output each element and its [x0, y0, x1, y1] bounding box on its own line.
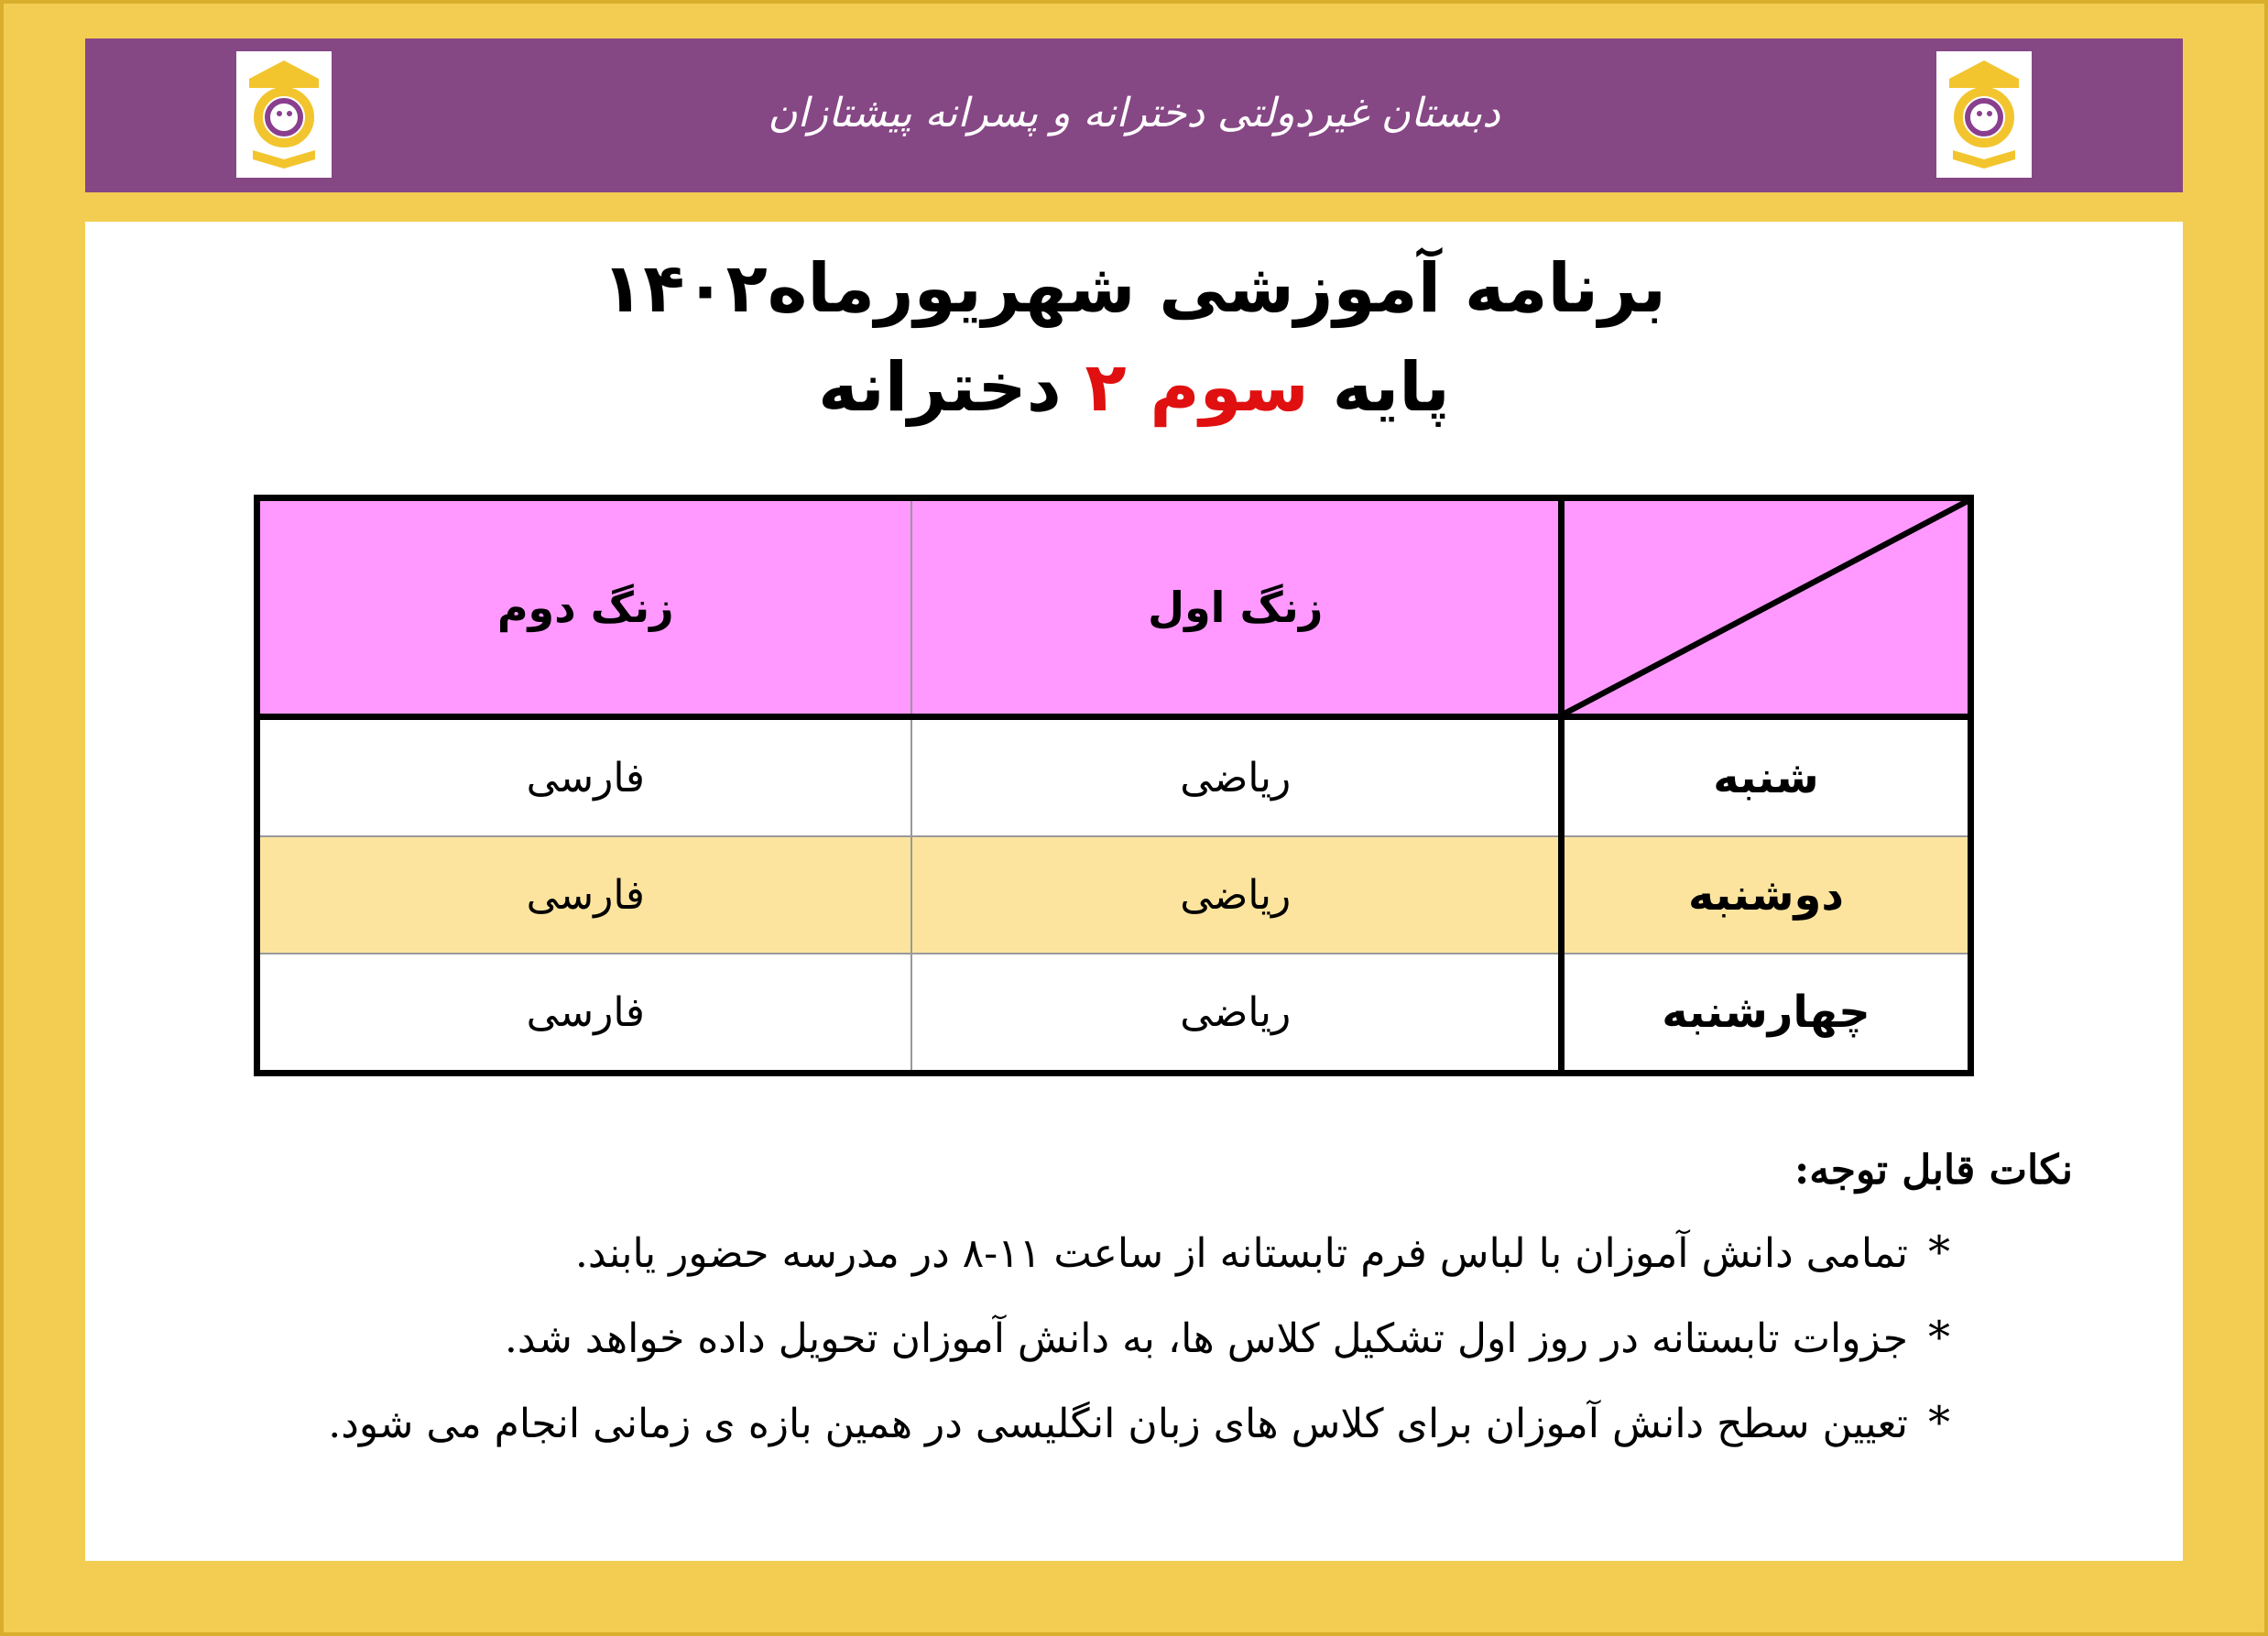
- notes-section: [328, 1147, 2073, 1486]
- schedule-table: [254, 495, 1974, 1076]
- content-panel: [85, 222, 2183, 1561]
- note-item: [328, 1312, 1950, 1363]
- table-row: [257, 717, 1971, 837]
- subtitle-prefix: پایه: [1332, 348, 1450, 427]
- subtitle-grade: سوم: [1150, 348, 1309, 427]
- header-banner: [85, 38, 2183, 192]
- star-bullet-icon: *: [1928, 1397, 1950, 1448]
- day-cell: شنبه: [1562, 717, 1971, 837]
- diagonal-line-icon: [1565, 501, 1968, 714]
- school-name: دبستان غیردولتی دخترانه و پسرانه پیشتازان: [768, 90, 1500, 136]
- star-bullet-icon: *: [1928, 1227, 1950, 1278]
- table-row: [257, 836, 1971, 954]
- table-row: [257, 954, 1971, 1074]
- day-cell: دوشنبه: [1562, 836, 1971, 954]
- note-item: [328, 1397, 1950, 1448]
- second-bell-cell: فارسی: [257, 836, 912, 954]
- first-bell-cell: ریاضی: [911, 717, 1561, 837]
- first-bell-cell: ریاضی: [911, 954, 1561, 1074]
- first-bell-cell: ریاضی: [911, 836, 1561, 954]
- subtitle-class-number: ۲: [1085, 348, 1127, 427]
- page-title: برنامه آموزشی شهریورماه۱۴۰۲: [602, 249, 1666, 328]
- star-bullet-icon: *: [1928, 1312, 1950, 1363]
- second-bell-cell: فارسی: [257, 954, 912, 1074]
- page-subtitle: [85, 348, 2183, 427]
- table-header-row: [257, 498, 1971, 717]
- second-bell-cell: فارسی: [257, 717, 912, 837]
- notes-title: نکات قابل توجه:: [1794, 1147, 2073, 1194]
- corner-cell: [1562, 498, 1971, 717]
- note-item: [328, 1227, 1950, 1278]
- note-text: تعیین سطح دانش آموزان برای کلاس های زبان انگلیسی در همین بازه ی زمانی انجام می شود.: [328, 1401, 1908, 1447]
- school-logo-right: [1936, 51, 2032, 178]
- column-header-first-bell: زنگ اول: [911, 498, 1561, 717]
- day-cell: چهارشنبه: [1562, 954, 1971, 1074]
- school-logo-icon: [1936, 51, 2032, 178]
- column-header-second-bell: زنگ دوم: [257, 498, 912, 717]
- note-text: تمامی دانش آموزان با لباس فرم تابستانه از ساعت ۱۱-۸ در مدرسه حضور یابند.: [574, 1230, 1908, 1277]
- subtitle-suffix: دخترانه: [818, 348, 1062, 427]
- note-text: جزوات تابستانه در روز اول تشکیل کلاس ها، به دانش آموزان تحویل داده خواهد شد.: [504, 1315, 1908, 1362]
